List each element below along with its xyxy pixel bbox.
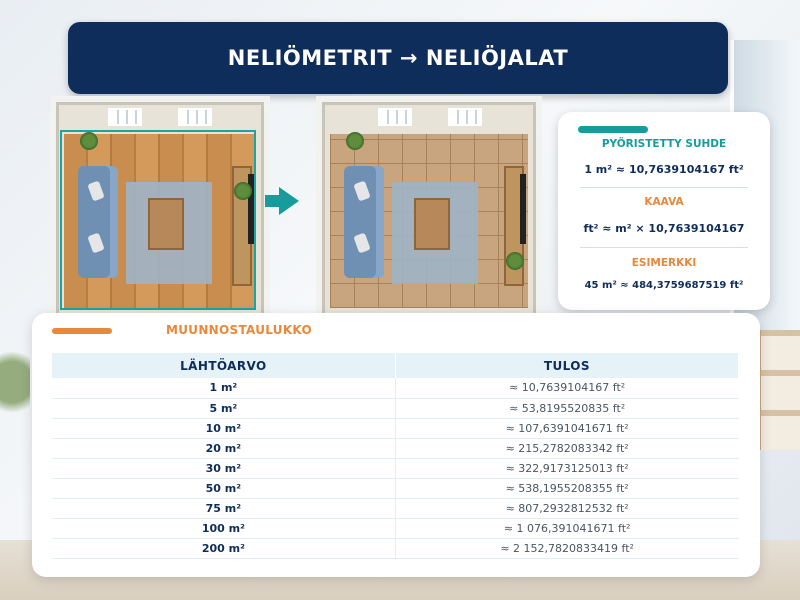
table-row (52, 518, 739, 538)
table-row (52, 398, 739, 418)
table-row (52, 478, 739, 498)
row-output: ≈ 2 152,7820833419 ft² (395, 538, 738, 558)
row-input: 5 m² (52, 398, 395, 418)
table-row (52, 458, 739, 478)
page-title: NELIÖMETRIT → NELIÖJALAT (227, 46, 569, 70)
row-output: ≈ 53,8195520835 ft² (395, 398, 738, 418)
info-accent-bar (578, 126, 648, 133)
conversion-table (52, 353, 739, 559)
formula-value: ft² ≈ m² × 10,7639104167 (583, 222, 745, 235)
formula-label: KAAVA (644, 196, 684, 208)
table-header-row (52, 353, 739, 378)
row-output: ≈ 107,6391041671 ft² (395, 418, 738, 438)
row-input: 100 m² (52, 518, 395, 538)
background-plant (0, 350, 30, 430)
row-output: ≈ 538,1955208355 ft² (395, 478, 738, 498)
row-input: 1 m² (52, 378, 395, 398)
example-value: 45 m² ≈ 484,3759687519 ft² (584, 280, 744, 291)
skylight (178, 108, 212, 126)
coffee-table (414, 198, 450, 250)
row-output: ≈ 10,7639104167 ft² (395, 378, 738, 398)
measurement-outline (60, 130, 256, 310)
arrow-right-icon (279, 187, 299, 215)
table-row (52, 538, 739, 558)
background-shelf (758, 330, 800, 450)
header-output: TULOS (395, 353, 738, 378)
ratio-value: 1 m² ≈ 10,7639104167 ft² (584, 163, 744, 176)
row-output: ≈ 215,2782083342 ft² (395, 438, 738, 458)
table-row (52, 418, 739, 438)
table-row (52, 438, 739, 458)
table-row (52, 498, 739, 518)
title-banner (68, 22, 728, 94)
row-input: 10 m² (52, 418, 395, 438)
row-input: 20 m² (52, 438, 395, 458)
header-input: LÄHTÖARVO (52, 353, 395, 378)
tv (520, 174, 526, 244)
table-title: MUUNNOSTAULUKKO (166, 323, 312, 337)
divider (580, 247, 748, 248)
skylight (448, 108, 482, 126)
row-output: ≈ 807,2932812532 ft² (395, 498, 738, 518)
info-card (558, 112, 770, 310)
example-label: ESIMERKKI (631, 257, 697, 269)
skylight (108, 108, 142, 126)
ratio-label: PYÖRISTETTY SUHDE (601, 138, 727, 150)
skylight (378, 108, 412, 126)
row-input: 50 m² (52, 478, 395, 498)
row-output: ≈ 1 076,391041671 ft² (395, 518, 738, 538)
plant (346, 132, 364, 150)
table-row (52, 378, 739, 398)
row-input: 30 m² (52, 458, 395, 478)
conversion-table-card (32, 313, 760, 577)
divider (580, 187, 748, 188)
row-output: ≈ 322,9173125013 ft² (395, 458, 738, 478)
table-accent-bar (52, 328, 112, 334)
row-input: 75 m² (52, 498, 395, 518)
row-input: 200 m² (52, 538, 395, 558)
floor-plan-before (50, 96, 270, 322)
floor-plan-after (316, 96, 542, 322)
plant (506, 252, 524, 270)
